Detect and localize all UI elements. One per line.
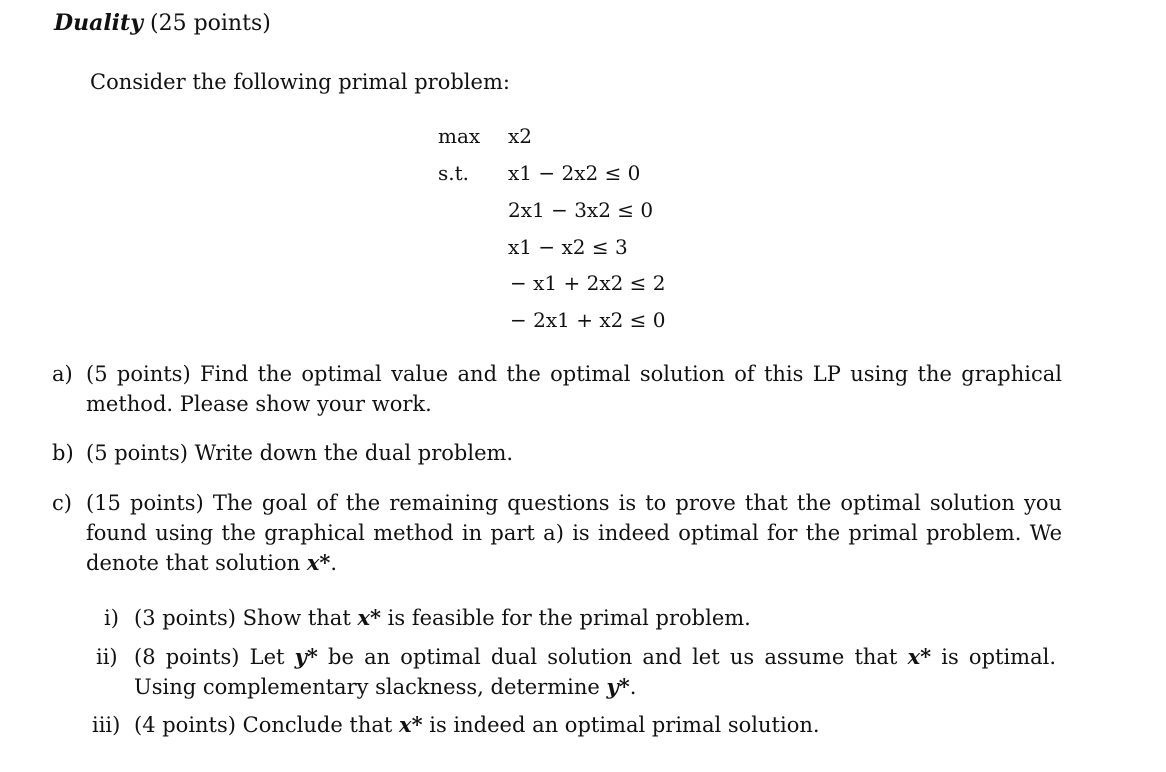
question-c-i-text bbox=[134, 603, 1054, 633]
question-c-iii-text-start: (4 points) Conclude that bbox=[134, 713, 393, 737]
question-c-ii-text bbox=[134, 642, 1056, 702]
problem-title-word: Duality bbox=[54, 10, 143, 36]
question-c bbox=[52, 488, 1062, 584]
question-c-iii-label: iii) bbox=[92, 713, 121, 737]
constraint-2: 2x1 − 3x2 ≤ 0 bbox=[508, 198, 654, 222]
question-a-label: a) bbox=[52, 362, 73, 386]
question-c-iii-text-end: is indeed an optimal primal solution. bbox=[429, 713, 820, 737]
question-c-ii bbox=[96, 642, 1064, 706]
question-c-ii-label: ii) bbox=[96, 645, 118, 669]
question-c-ii-text-3: is optimal. Using complementary slackness, determine bbox=[134, 645, 1057, 699]
question-c-iii-text bbox=[134, 710, 1054, 740]
question-c-i-label: i) bbox=[104, 606, 119, 630]
question-c-ii-text-1: (8 points) Let bbox=[134, 645, 285, 669]
question-a-text: (5 points) Find the optimal value and the optimal solution of this LP using the graphical method. Please show your work. bbox=[86, 362, 1062, 416]
question-c-label: c) bbox=[52, 491, 72, 515]
question-c-period: . bbox=[330, 551, 338, 575]
x-star-symbol: x* bbox=[306, 550, 331, 575]
constraints-label: s.t. bbox=[438, 161, 470, 185]
question-c-i bbox=[104, 603, 1064, 635]
y-star-symbol: y* bbox=[606, 674, 630, 699]
question-b-text: (5 points) Write down the dual problem. bbox=[86, 441, 514, 465]
question-c-i-text-start: (3 points) Show that bbox=[134, 606, 351, 630]
question-c-iii bbox=[92, 710, 1064, 742]
question-a bbox=[52, 359, 1062, 423]
objective-label: max bbox=[438, 124, 481, 148]
x-star-symbol: x* bbox=[357, 605, 381, 630]
question-c-text bbox=[86, 488, 1062, 578]
constraint-1: x1 − 2x2 ≤ 0 bbox=[508, 161, 641, 185]
question-c-i-text-end: is feasible for the primal problem. bbox=[387, 606, 751, 630]
intro-text: Consider the following primal problem: bbox=[90, 70, 510, 94]
x-star-symbol: x* bbox=[907, 644, 932, 669]
problem-title bbox=[54, 10, 271, 36]
constraint-3: x1 − x2 ≤ 3 bbox=[508, 235, 628, 259]
constraint-4: − x1 + 2x2 ≤ 2 bbox=[510, 271, 666, 295]
question-c-text-main: (15 points) The goal of the remaining questions is to prove that the optimal solution you found using the graphical method in part a) is indeed optimal for the primal problem. We denote that solution bbox=[86, 491, 1062, 575]
y-star-symbol: y* bbox=[294, 644, 318, 669]
question-b bbox=[52, 438, 1062, 470]
question-c-ii-text-4: . bbox=[629, 675, 637, 699]
problem-points: (25 points) bbox=[150, 11, 271, 36]
question-c-ii-text-2: be an optimal dual solution and let us assume that bbox=[328, 645, 898, 669]
question-b-label: b) bbox=[52, 441, 74, 465]
x-star-symbol: x* bbox=[399, 712, 423, 737]
objective-expression: x2 bbox=[508, 124, 533, 148]
constraint-5: − 2x1 + x2 ≤ 0 bbox=[510, 308, 666, 332]
